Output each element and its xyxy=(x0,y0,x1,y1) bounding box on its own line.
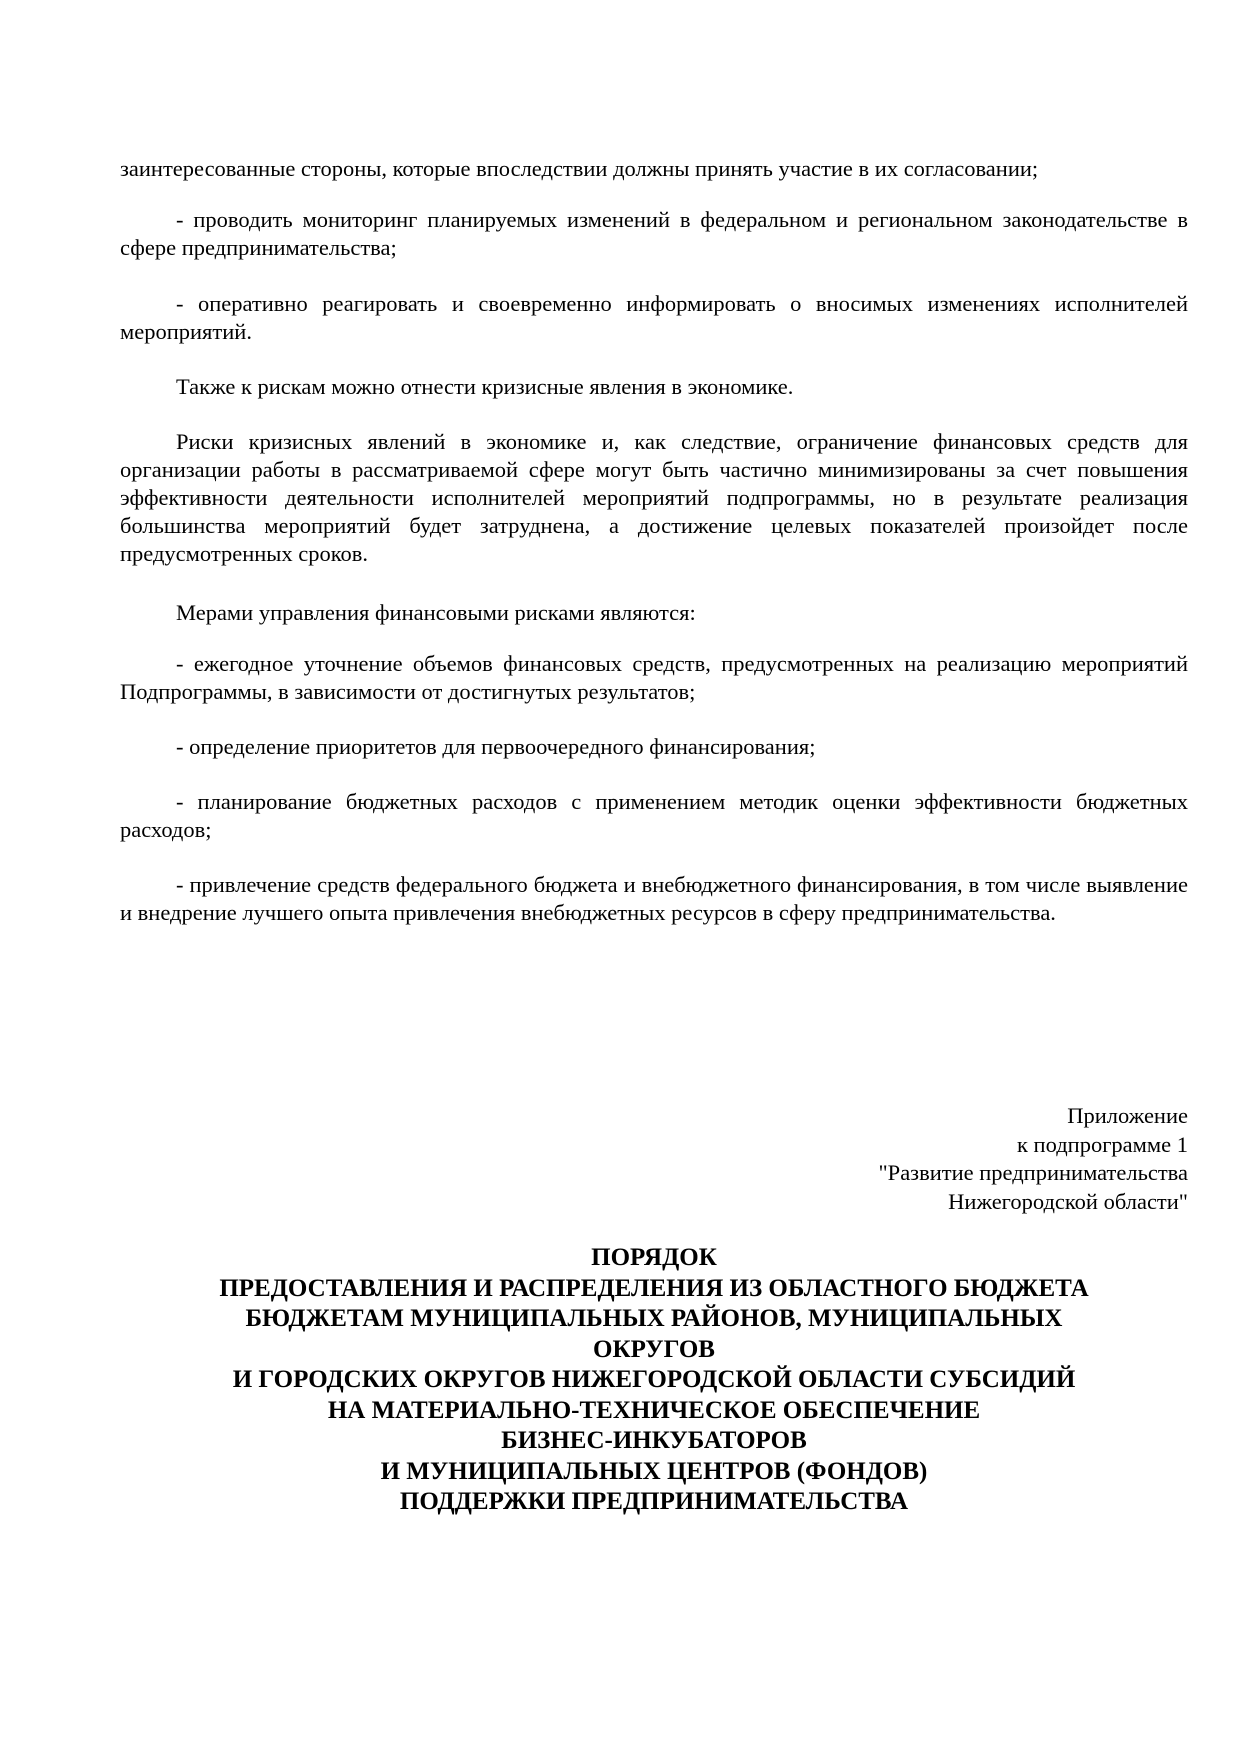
paragraph-measure-1: - ежегодное уточнение объемов финансовых средств, предусмотренных на реализацию мероприятий Подпрограммы, в зависимости от достигнутых результатов; xyxy=(120,651,1188,704)
paragraph-measure-4: - привлечение средств федерального бюджета и внебюджетного финансирования, в том числе выявление и внедрение лучшего опыта привлечения внебюджетных ресурсов в сферу предпринимательства. xyxy=(120,872,1188,925)
paragraph-measures-intro: Мерами управления финансовыми рисками являются: xyxy=(176,600,696,625)
appendix-line: к подпрограмме 1 xyxy=(1017,1131,1188,1157)
paragraph-inform: - оперативно реагировать и своевременно информировать о вносимых изменениях исполнителей мероприятий. xyxy=(120,291,1188,344)
title-line: ПОРЯДОК xyxy=(591,1244,717,1271)
paragraph-crisis-risks: Риски кризисных явлений в экономике и, как следствие, ограничение финансовых средств для организации работы в рассматриваемой сфере могут быть частично минимизированы за счет повышения эффективности деятельности исполнителей мероприятий подпрограммы, но в результате реализация большинства мероприятий будет затруднена, а достижение целевых показателей произойдет после предусмотренных сроков. xyxy=(120,429,1188,566)
paragraph-crisis-intro: Также к рискам можно отнести кризисные явления в экономике. xyxy=(176,374,794,399)
paragraph-measure-2: - определение приоритетов для первоочередного финансирования; xyxy=(176,734,816,759)
title-line: И ГОРОДСКИХ ОКРУГОВ НИЖЕГОРОДСКОЙ ОБЛАСТИ СУБСИДИЙ xyxy=(232,1366,1076,1393)
appendix-line: Нижегородской области" xyxy=(948,1188,1188,1214)
title-line: ПОДДЕРЖКИ ПРЕДПРИНИМАТЕЛЬСТВА xyxy=(399,1488,909,1515)
title-line: БЮДЖЕТАМ МУНИЦИПАЛЬНЫХ РАЙОНОВ, МУНИЦИПАЛЬНЫХ xyxy=(245,1305,1063,1332)
paragraph-monitoring: - проводить мониторинг планируемых изменений в федеральном и региональном законодательстве в сфере предпринимательства; xyxy=(120,207,1188,260)
title-line: И МУНИЦИПАЛЬНЫХ ЦЕНТРОВ (ФОНДОВ) xyxy=(380,1457,928,1485)
title-line: БИЗНЕС-ИНКУБАТОРОВ xyxy=(501,1427,807,1454)
appendix-line: Приложение xyxy=(1067,1103,1188,1128)
title-line: ПРЕДОСТАВЛЕНИЯ И РАСПРЕДЕЛЕНИЯ ИЗ ОБЛАСТНОГО БЮДЖЕТА xyxy=(219,1274,1089,1302)
appendix-line: "Развитие предпринимательства xyxy=(878,1160,1188,1185)
appendix-reference xyxy=(879,1102,1189,1216)
paragraph-continuation: заинтересованные стороны, которые впоследствии должны принять участие в их согласовании; xyxy=(120,156,1039,181)
title-line: НА МАТЕРИАЛЬНО-ТЕХНИЧЕСКОЕ ОБЕСПЕЧЕНИЕ xyxy=(327,1396,981,1424)
title-line: ОКРУГОВ xyxy=(593,1335,715,1363)
paragraph-measure-3: - планирование бюджетных расходов с применением методик оценки эффективности бюджетных расходов; xyxy=(120,789,1188,842)
document-title xyxy=(120,1243,1188,1518)
